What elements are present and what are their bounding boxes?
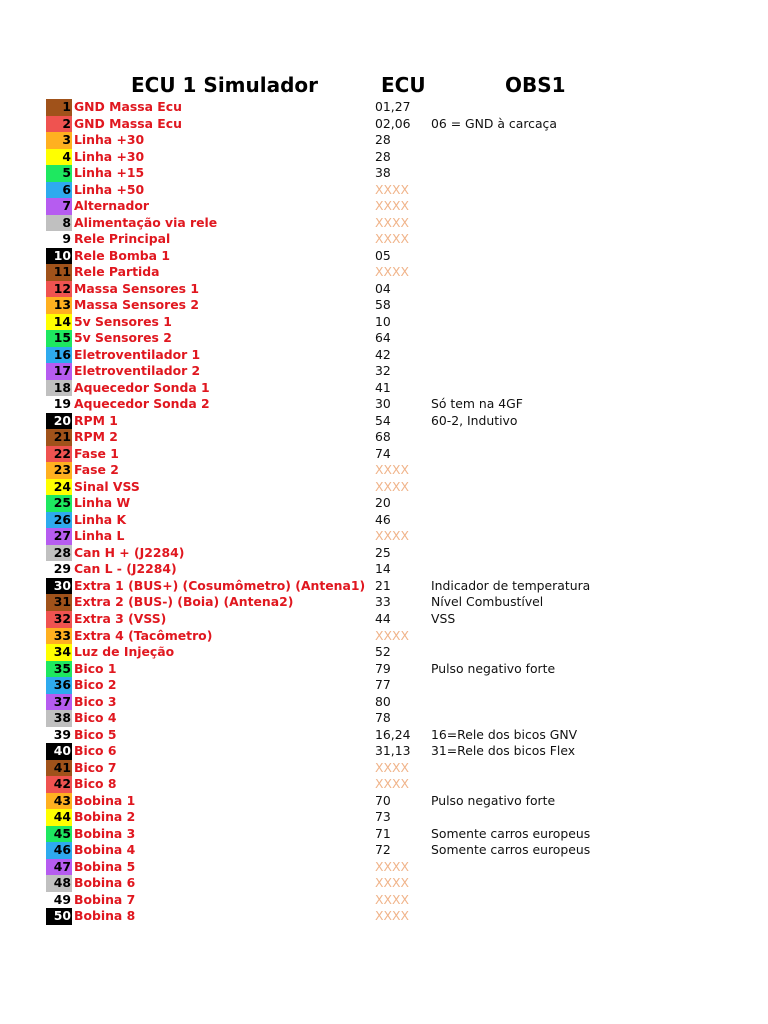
observation-text: VSS (431, 610, 456, 626)
ecu-pin-value: 74 (375, 445, 391, 461)
ecu-pin-value: 01,27 (375, 99, 411, 114)
pin-name: Extra 1 (BUS+) (Cosumômetro) (Antena1) (74, 577, 366, 593)
ecu-pin-value: XXXX (375, 776, 409, 792)
pin-name: RPM 2 (74, 429, 118, 445)
ecu-pin-value: 70 (375, 792, 391, 808)
ecu-pin-value: 73 (375, 809, 391, 825)
ecu-pin-value: 21 (375, 577, 391, 593)
ecu-pin-value: 46 (375, 511, 391, 527)
pin-number-swatch: 31 (46, 594, 72, 611)
observation-text: 31=Rele dos bicos Flex (431, 743, 576, 759)
table-row (0, 380, 768, 397)
pin-number-swatch: 47 (46, 859, 72, 876)
observation-text: Nível Combustível (431, 594, 544, 610)
pin-number-swatch: 45 (46, 826, 72, 843)
table-row (0, 776, 768, 793)
ecu-pin-value: 58 (375, 297, 391, 313)
ecu-pin-value: 32 (375, 363, 391, 379)
ecu-pin-value: XXXX (375, 627, 409, 643)
table-row (0, 446, 768, 463)
table-row (0, 594, 768, 611)
page-title: ECU 1 Simulador (131, 73, 319, 97)
pin-number-swatch: 4 (46, 149, 72, 166)
ecu-pin-value: 14 (375, 561, 391, 577)
pin-number-swatch: 10 (46, 248, 72, 265)
pin-name: Bobina 7 (74, 891, 136, 907)
table-row (0, 842, 768, 859)
table-row (0, 710, 768, 727)
table-row (0, 264, 768, 281)
pin-name: Massa Sensores 2 (74, 297, 199, 313)
pin-number-swatch: 27 (46, 528, 72, 545)
pin-name: Luz de Injeção (74, 644, 175, 660)
pin-name: Linha L (74, 528, 125, 544)
ecu-pin-value: XXXX (375, 214, 409, 230)
table-row (0, 760, 768, 777)
pin-number-swatch: 16 (46, 347, 72, 364)
ecu-pin-value: XXXX (375, 858, 409, 874)
table-row (0, 99, 768, 116)
ecu-pin-value: 80 (375, 693, 391, 709)
pin-number-swatch: 25 (46, 495, 72, 512)
table-row (0, 495, 768, 512)
pin-number-swatch: 33 (46, 628, 72, 645)
pin-name: Rele Principal (74, 231, 171, 247)
ecu-pin-value: 33 (375, 594, 391, 610)
table-row (0, 578, 768, 595)
pin-name: GND Massa Ecu (74, 115, 182, 131)
table-row (0, 429, 768, 446)
ecu-pin-value: XXXX (375, 528, 409, 544)
ecu-pin-value: 42 (375, 346, 391, 362)
pin-number-swatch: 12 (46, 281, 72, 298)
pin-number-swatch: 18 (46, 380, 72, 397)
pin-number-swatch: 34 (46, 644, 72, 661)
pin-number-swatch: 3 (46, 132, 72, 149)
ecu-pin-value: 38 (375, 165, 391, 181)
pin-name: Extra 4 (Tacômetro) (74, 627, 213, 643)
ecu-pin-value: 41 (375, 379, 391, 395)
pin-name: Extra 2 (BUS-) (Boia) (Antena2) (74, 594, 294, 610)
table-row (0, 231, 768, 248)
observation-text: 16=Rele dos bicos GNV (431, 726, 578, 742)
observation-text: Somente carros europeus (431, 825, 591, 841)
table-row (0, 611, 768, 628)
ecu-pin-value: 10 (375, 313, 391, 329)
ecu-pin-value: 02,06 (375, 115, 411, 131)
table-row (0, 875, 768, 892)
table-row (0, 314, 768, 331)
ecu-pin-value: 52 (375, 644, 391, 660)
ecu-pin-value: 20 (375, 495, 391, 511)
pin-name: Bico 5 (74, 726, 117, 742)
ecu-pin-value: 54 (375, 412, 391, 428)
ecu-pin-value: 31,13 (375, 743, 411, 759)
table-row (0, 165, 768, 182)
pin-number-swatch: 15 (46, 330, 72, 347)
pin-number-swatch: 20 (46, 413, 72, 430)
pin-table (0, 99, 768, 925)
pin-number-swatch: 1 (46, 99, 72, 116)
pin-number-swatch: 11 (46, 264, 72, 281)
ecu-pin-value: 68 (375, 429, 391, 445)
pin-name: Bico 7 (74, 759, 117, 775)
pin-name: Alimentação via rele (74, 214, 218, 230)
ecu-pin-value: XXXX (375, 198, 409, 214)
table-row (0, 677, 768, 694)
pin-number-swatch: 41 (46, 760, 72, 777)
ecu-pin-value: 71 (375, 825, 391, 841)
pin-name: RPM 1 (74, 412, 118, 428)
pin-number-swatch: 44 (46, 809, 72, 826)
ecu-pin-value: XXXX (375, 908, 409, 924)
pin-name: Massa Sensores 1 (74, 280, 199, 296)
pin-number-swatch: 38 (46, 710, 72, 727)
ecu-pin-value: XXXX (375, 231, 409, 247)
pin-name: Rele Partida (74, 264, 160, 280)
table-row (0, 363, 768, 380)
pin-number-swatch: 23 (46, 462, 72, 479)
pin-name: Extra 3 (VSS) (74, 610, 167, 626)
pin-name: Linha K (74, 511, 127, 527)
pin-number-swatch: 13 (46, 297, 72, 314)
pin-name: Bico 1 (74, 660, 117, 676)
obs-column-header: OBS1 (505, 73, 566, 97)
ecu-pin-value: 30 (375, 396, 391, 412)
table-row (0, 479, 768, 496)
pin-name: Alternador (74, 198, 149, 214)
pin-name: Bico 3 (74, 693, 117, 709)
pin-number-swatch: 29 (46, 561, 72, 578)
ecu-pin-value: XXXX (375, 875, 409, 891)
pin-name: Bobina 8 (74, 908, 136, 924)
table-row (0, 809, 768, 826)
pin-name: Can H + (J2284) (74, 544, 185, 560)
table-row (0, 248, 768, 265)
pin-name: Bico 8 (74, 776, 117, 792)
pin-name: Aquecedor Sonda 1 (74, 379, 210, 395)
pin-name: Fase 2 (74, 462, 119, 478)
observation-text: Indicador de temperatura (431, 577, 591, 593)
table-row (0, 561, 768, 578)
table-row (0, 198, 768, 215)
pin-number-swatch: 19 (46, 396, 72, 413)
table-row (0, 413, 768, 430)
ecu-pin-value: XXXX (375, 181, 409, 197)
ecu-pin-value: 72 (375, 842, 391, 858)
table-row (0, 826, 768, 843)
table-row (0, 132, 768, 149)
ecu-pin-value: XXXX (375, 264, 409, 280)
pin-number-swatch: 30 (46, 578, 72, 595)
observation-text: Pulso negativo forte (431, 660, 556, 676)
table-row (0, 182, 768, 199)
observation-text: 06 = GND à carcaça (431, 115, 557, 131)
pin-name: Linha +30 (74, 148, 145, 164)
observation-text: Só tem na 4GF (431, 396, 523, 412)
pin-number-swatch: 32 (46, 611, 72, 628)
pin-number-swatch: 37 (46, 694, 72, 711)
pin-number-swatch: 14 (46, 314, 72, 331)
pin-number-swatch: 22 (46, 446, 72, 463)
ecu-pin-value: 16,24 (375, 726, 411, 742)
pin-number-swatch: 5 (46, 165, 72, 182)
pin-name: Linha +50 (74, 181, 145, 197)
table-row (0, 628, 768, 645)
pin-number-swatch: 2 (46, 116, 72, 133)
pin-name: Bobina 2 (74, 809, 136, 825)
pin-number-swatch: 9 (46, 231, 72, 248)
pin-name: Linha +15 (74, 165, 145, 181)
pin-number-swatch: 26 (46, 512, 72, 529)
pin-name: Bico 6 (74, 743, 117, 759)
pin-number-swatch: 49 (46, 892, 72, 909)
pin-name: Eletroventilador 2 (74, 363, 201, 379)
pin-name: Aquecedor Sonda 2 (74, 396, 210, 412)
pin-name: Eletroventilador 1 (74, 346, 201, 362)
pin-name: Bobina 6 (74, 875, 136, 891)
table-row (0, 892, 768, 909)
pin-number-swatch: 8 (46, 215, 72, 232)
pin-name: Bobina 1 (74, 792, 136, 808)
pin-number-swatch: 50 (46, 908, 72, 925)
table-row (0, 528, 768, 545)
ecu-pin-value: 28 (375, 132, 391, 148)
pin-name: Bobina 5 (74, 858, 136, 874)
ecu-pin-value: 25 (375, 544, 391, 560)
ecu-pin-value: 78 (375, 710, 391, 726)
observation-text: 60-2, Indutivo (431, 412, 518, 428)
table-row (0, 462, 768, 479)
pin-number-swatch: 28 (46, 545, 72, 562)
pin-name: Can L - (J2284) (74, 561, 177, 577)
table-row (0, 743, 768, 760)
pin-number-swatch: 43 (46, 793, 72, 810)
table-row (0, 396, 768, 413)
table-row (0, 661, 768, 678)
table-row (0, 281, 768, 298)
pin-name: Linha +30 (74, 132, 145, 148)
ecu-pin-value: 77 (375, 677, 391, 693)
table-row (0, 512, 768, 529)
table-row (0, 215, 768, 232)
pin-number-swatch: 35 (46, 661, 72, 678)
pin-name: Fase 1 (74, 445, 119, 461)
pin-number-swatch: 39 (46, 727, 72, 744)
pin-number-swatch: 36 (46, 677, 72, 694)
table-row (0, 116, 768, 133)
pin-number-swatch: 46 (46, 842, 72, 859)
table-row (0, 727, 768, 744)
pin-number-swatch: 7 (46, 198, 72, 215)
pin-name: GND Massa Ecu (74, 99, 182, 114)
pin-name: 5v Sensores 2 (74, 330, 172, 346)
table-row (0, 347, 768, 364)
pin-number-swatch: 21 (46, 429, 72, 446)
table-row (0, 908, 768, 925)
pin-number-swatch: 24 (46, 479, 72, 496)
table-row (0, 859, 768, 876)
ecu-column-header: ECU (381, 73, 426, 97)
ecu-pin-value: 44 (375, 610, 391, 626)
pin-name: Sinal VSS (74, 478, 140, 494)
pin-name: Bobina 3 (74, 825, 136, 841)
table-row (0, 644, 768, 661)
table-row (0, 545, 768, 562)
table-row (0, 297, 768, 314)
pin-name: 5v Sensores 1 (74, 313, 172, 329)
pin-name: Bobina 4 (74, 842, 136, 858)
pin-name: Rele Bomba 1 (74, 247, 170, 263)
ecu-pin-value: 79 (375, 660, 391, 676)
pin-name: Linha W (74, 495, 131, 511)
observation-text: Pulso negativo forte (431, 792, 556, 808)
ecu-pin-value: 05 (375, 247, 391, 263)
ecu-pin-value: 64 (375, 330, 391, 346)
table-row (0, 330, 768, 347)
ecu-pin-value: XXXX (375, 891, 409, 907)
ecu-pin-value: XXXX (375, 759, 409, 775)
pin-number-swatch: 42 (46, 776, 72, 793)
ecu-pin-value: 28 (375, 148, 391, 164)
ecu-pin-value: XXXX (375, 478, 409, 494)
table-row (0, 694, 768, 711)
pin-number-swatch: 6 (46, 182, 72, 199)
table-row (0, 149, 768, 166)
pin-number-swatch: 40 (46, 743, 72, 760)
pin-number-swatch: 17 (46, 363, 72, 380)
ecu-pin-value: 04 (375, 280, 391, 296)
ecu-pin-value: XXXX (375, 462, 409, 478)
table-row (0, 793, 768, 810)
pin-name: Bico 2 (74, 677, 117, 693)
pin-name: Bico 4 (74, 710, 117, 726)
pin-number-swatch: 48 (46, 875, 72, 892)
observation-text: Somente carros europeus (431, 842, 591, 858)
